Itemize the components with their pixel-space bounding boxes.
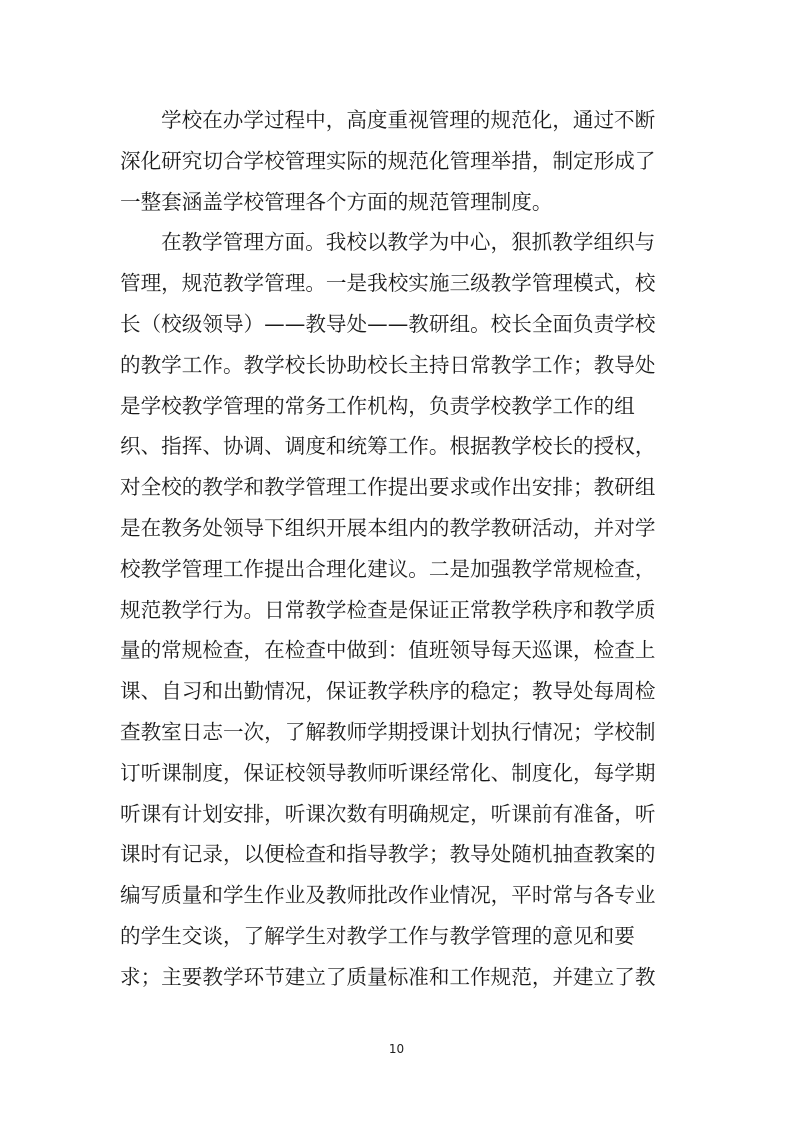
- paragraph-2-line-14: 订听课制度，保证校领导教师听课经常化、制度化，每学期: [120, 760, 656, 785]
- paragraph-2-line-4: 的教学工作。教学校长协助校长主持日常教学工作；教导处: [120, 352, 656, 377]
- page-number: 10: [388, 1042, 405, 1056]
- paragraph-2-line-12: 课、自习和出勤情况，保证教学秩序的稳定；教导处每周检: [120, 679, 656, 704]
- paragraph-1-line-3: 一整套涵盖学校管理各个方面的规范管理制度。: [120, 189, 553, 214]
- paragraph-2-line-1: 在教学管理方面。我校以教学为中心，狠抓教学组织与: [161, 230, 656, 255]
- paragraph-2-line-18: 的学生交谈，了解学生对教学工作与教学管理的意见和要: [120, 923, 635, 948]
- body-text: [120, 100, 676, 998]
- paragraph-2-line-7: 对全校的教学和教学管理工作提出要求或作出安排；教研组: [120, 475, 656, 500]
- paragraph-1-line-2: 深化研究切合学校管理实际的规范化管理举措，制定形成了: [120, 148, 656, 173]
- paragraph-2-line-17: 编写质量和学生作业及教师批改作业情况，平时常与各专业: [120, 883, 656, 908]
- paragraph-2-line-10: 规范教学行为。日常教学检查是保证正常教学秩序和教学质: [120, 597, 656, 622]
- paragraph-1-line-1: 学校在办学过程中，高度重视管理的规范化，通过不断: [161, 108, 656, 132]
- paragraph-2-line-5: 是学校教学管理的常务工作机构，负责学校教学工作的组: [120, 393, 635, 418]
- paragraph-2-line-8: 是在教务处领导下组织开展本组内的教学教研活动，并对学: [120, 515, 656, 540]
- paragraph-2-line-13: 查教室日志一次，了解教师学期授课计划执行情况；学校制: [120, 719, 656, 744]
- paragraph-2-line-9: 校教学管理工作提出合理化建议。二是加强教学常规检查，: [120, 556, 656, 581]
- paragraph-2-line-3: 长（校级领导）——教导处——教研组。校长全面负责学校: [120, 311, 656, 336]
- paragraph-2-line-2: 管理，规范教学管理。一是我校实施三级教学管理模式，校: [120, 271, 656, 296]
- paragraph-2-line-6: 织、指挥、协调、调度和统筹工作。根据教学校长的授权，: [120, 434, 656, 459]
- paragraph-2-line-19: 求；主要教学环节建立了质量标准和工作规范，并建立了教: [120, 964, 656, 989]
- paragraph-2-line-15: 听课有计划安排，听课次数有明确规定，听课前有准备，听: [120, 801, 656, 826]
- paragraph-2-line-11: 量的常规检查，在检查中做到：值班领导每天巡课，检查上: [120, 638, 656, 663]
- paragraph-2-line-16: 课时有记录，以便检查和指导教学；教导处随机抽查教案的: [120, 842, 656, 867]
